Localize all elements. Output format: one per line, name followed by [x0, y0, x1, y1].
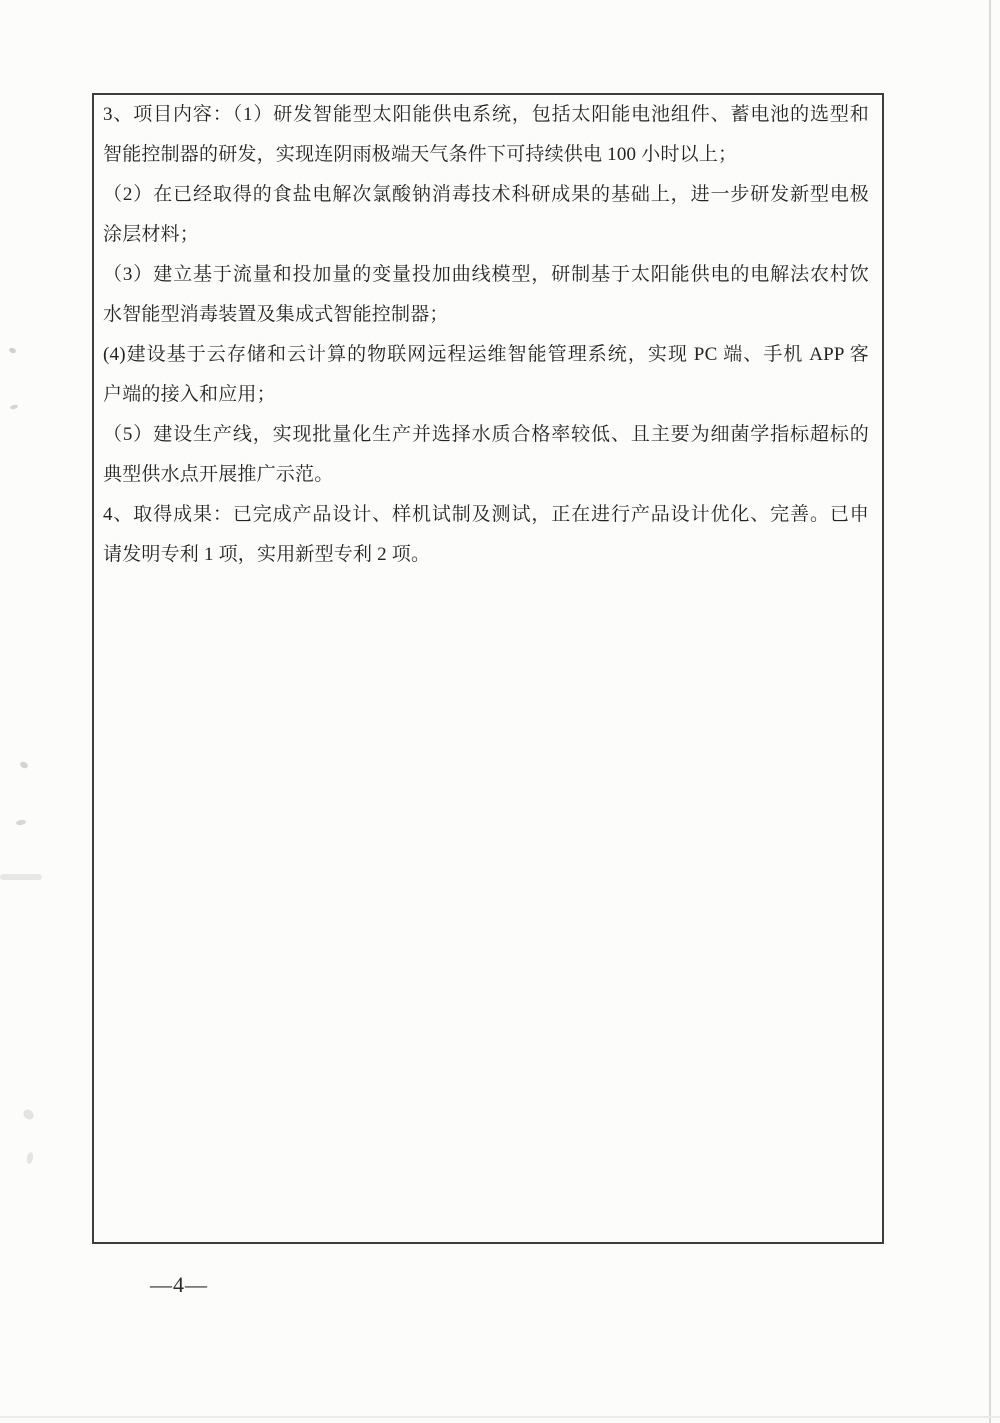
scan-speck — [26, 1152, 34, 1165]
text-line: (4)建设基于云存储和云计算的物联网远程运维智能管理系统，实现 PC 端、手机 APP 客 — [103, 344, 869, 365]
scan-speck — [0, 874, 42, 880]
content-box — [92, 93, 884, 1244]
page-edge-shadow — [989, 0, 991, 1423]
scan-speck — [16, 819, 27, 826]
text-line: 典型供水点开展推广示范。 — [103, 464, 334, 485]
text-line: 户端的接入和应用； — [103, 384, 276, 405]
text-line: （2）在已经取得的食盐电解次氯酸钠消毒技术科研成果的基础上，进一步研发新型电极 — [103, 184, 869, 205]
text-line: （3）建立基于流量和投加量的变量投加曲线模型，研制基于太阳能供电的电解法农村饮 — [103, 264, 869, 285]
scan-speck — [21, 1108, 35, 1122]
text-line: 水智能型消毒装置及集成式智能控制器； — [103, 304, 449, 325]
text-line: 3、项目内容：（1）研发智能型太阳能供电系统，包括太阳能电池组件、蓄电池的选型和 — [103, 104, 869, 125]
scan-speck — [19, 760, 29, 769]
text-line: 请发明专利 1 项，实用新型专利 2 项。 — [103, 544, 431, 565]
page-number: —4— — [150, 1272, 208, 1297]
text-line: 4、取得成果：已完成产品设计、样机试制及测试，正在进行产品设计优化、完善。已申 — [103, 504, 869, 525]
scan-speck — [8, 347, 16, 354]
text-line: 智能控制器的研发，实现连阴雨极端天气条件下可持续供电 100 小时以上； — [103, 144, 738, 165]
text-line: 涂层材料； — [103, 224, 200, 245]
page-edge-shadow — [0, 1416, 1000, 1418]
scan-speck — [10, 404, 19, 410]
text-line: （5）建设生产线，实现批量化生产并选择水质合格率较低、且主要为细菌学指标超标的 — [103, 424, 869, 445]
